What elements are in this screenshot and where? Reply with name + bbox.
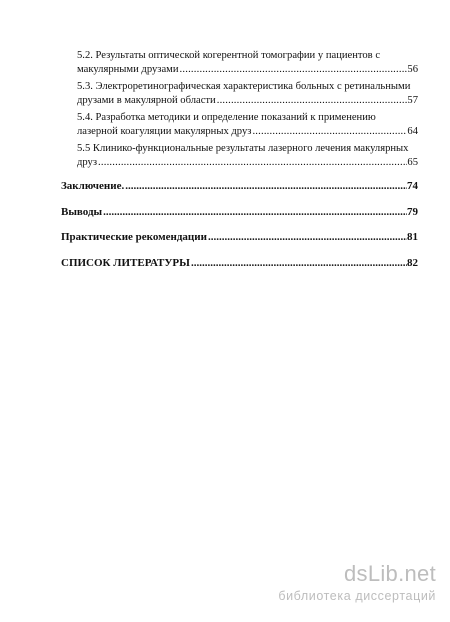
toc-section-references[interactable]	[61, 257, 418, 269]
toc-page-number: 74	[407, 180, 418, 192]
toc-entry-5-4-line1: 5.4. Разработка методики и определение показаний к применению	[77, 112, 376, 123]
toc-page-number: 81	[407, 231, 418, 243]
toc-leader-dots	[208, 231, 407, 243]
toc-entry-5-2-line2: макулярными друзами	[77, 64, 179, 75]
toc-page-number: 57	[407, 95, 418, 106]
toc-page-number: 82	[407, 257, 418, 269]
toc-section-conclusion[interactable]	[61, 180, 418, 192]
watermark-brand: dsLib.net	[344, 561, 436, 586]
toc-entry-5-4-line2: лазерной коагуляции макулярных друз	[77, 126, 252, 137]
toc-leader-dots	[98, 157, 407, 169]
toc-page-number: 65	[407, 157, 418, 168]
toc-entry-5-3-line2: друзами в макулярной области	[77, 95, 216, 106]
toc-leader-dots	[217, 95, 408, 107]
toc-page-number: 79	[407, 206, 418, 218]
toc-section-findings[interactable]	[61, 206, 418, 218]
toc-entry-5-2-line1: 5.2. Результаты оптической когерентной томографии у пациентов с	[77, 50, 381, 61]
toc-page-number: 64	[407, 126, 418, 137]
toc-section-recommendations[interactable]	[61, 231, 418, 243]
toc-entry-5-2-row[interactable]	[77, 64, 418, 76]
toc-leader-dots	[125, 180, 407, 192]
toc-leader-dots	[191, 257, 407, 269]
toc-section-title: Заключение.	[61, 180, 125, 192]
toc-section-title: СПИСОК ЛИТЕРАТУРЫ	[61, 257, 190, 269]
toc-entry-5-3-row[interactable]	[77, 95, 418, 107]
toc-entry-5-3-line1: 5.3. Электроретинографическая характеристика больных с ретинальными	[77, 81, 411, 92]
toc-entry-5-4-row[interactable]	[77, 126, 418, 138]
toc-section-title: Выводы	[61, 206, 103, 218]
toc-leader-dots	[103, 206, 407, 218]
toc-entry-5-5-row[interactable]	[77, 157, 418, 169]
toc-section-title: Практические рекомендации	[61, 231, 207, 243]
toc-entry-5-5-line1: 5.5 Клинико-функциональные результаты лазерного лечения макулярных	[77, 143, 409, 154]
watermark	[260, 562, 436, 608]
watermark-subtitle: библиотека диссертаций	[278, 589, 436, 603]
toc-leader-dots	[180, 64, 408, 76]
toc-leader-dots	[252, 126, 407, 138]
toc-page-number: 56	[407, 64, 418, 75]
toc-entry-5-5-line2: друз	[77, 157, 98, 168]
